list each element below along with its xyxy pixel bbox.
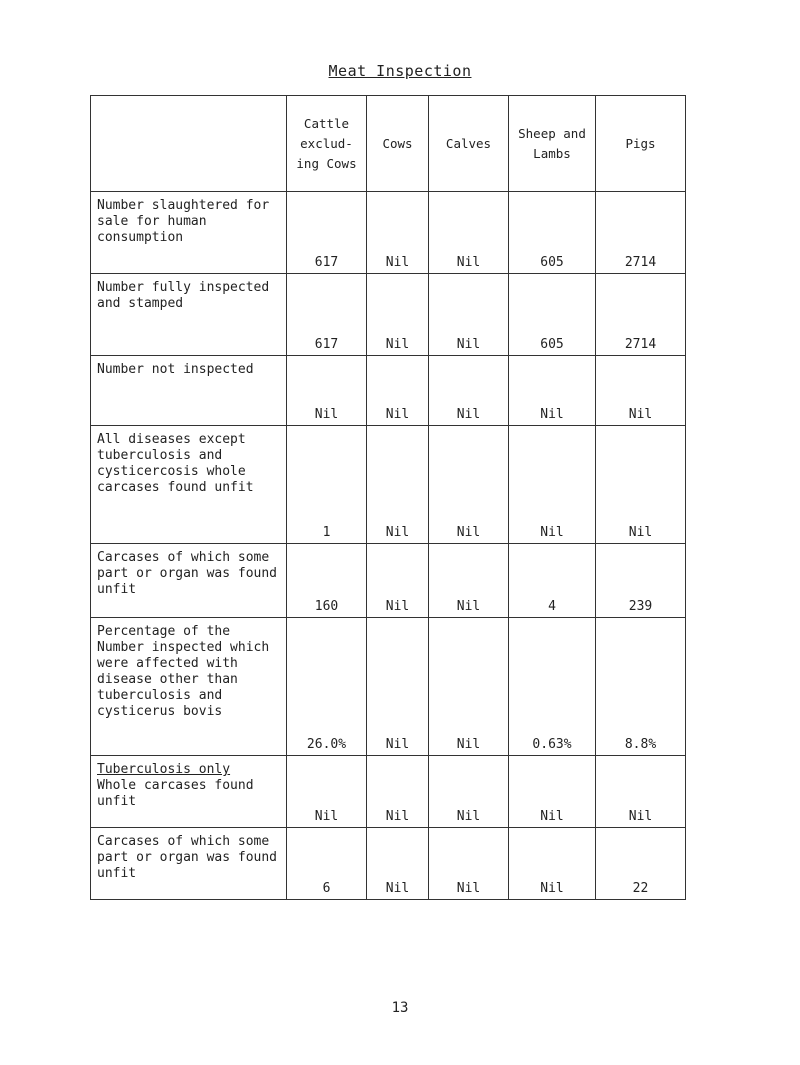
cell-value: Nil <box>429 274 509 356</box>
header-cattle: Cattle exclud- ing Cows <box>287 96 367 192</box>
table-row <box>91 756 686 828</box>
cell-value: Nil <box>596 426 686 544</box>
row-label: Number not inspected <box>91 356 287 426</box>
cell-value: 605 <box>509 274 596 356</box>
cell-value: Nil <box>287 356 367 426</box>
table-row <box>91 192 686 274</box>
cell-value: 1 <box>287 426 367 544</box>
row-label <box>91 756 287 828</box>
row-label: Number slaughtered for sale for human consumption <box>91 192 287 274</box>
cell-value: Nil <box>367 828 429 900</box>
row-label-heading: Tuberculosis only <box>97 762 231 777</box>
row-label: All diseases except tuberculosis and cysticercosis whole carcases found unfit <box>91 426 287 544</box>
cell-value: 0.63% <box>509 618 596 756</box>
table-row <box>91 544 686 618</box>
row-label: Carcases of which some part or organ was found unfit <box>91 828 287 900</box>
header-cows: Cows <box>367 96 429 192</box>
cell-value: 605 <box>509 192 596 274</box>
cell-value: Nil <box>367 192 429 274</box>
table-row <box>91 426 686 544</box>
cell-value: Nil <box>429 756 509 828</box>
cell-value: Nil <box>367 618 429 756</box>
cell-value: Nil <box>367 544 429 618</box>
cell-value: 26.0% <box>287 618 367 756</box>
meat-inspection-table <box>90 95 686 900</box>
cell-value: Nil <box>429 356 509 426</box>
cell-value: Nil <box>367 356 429 426</box>
header-sheep: Sheep and Lambs <box>509 96 596 192</box>
cell-value: Nil <box>596 756 686 828</box>
cell-value: Nil <box>429 192 509 274</box>
cell-value: 239 <box>596 544 686 618</box>
page-number: 13 <box>391 1000 409 1016</box>
cell-value: Nil <box>509 356 596 426</box>
cell-value: 8.8% <box>596 618 686 756</box>
cell-value: Nil <box>429 828 509 900</box>
cell-value: Nil <box>429 618 509 756</box>
cell-value: Nil <box>429 544 509 618</box>
row-label-text: Whole carcases found unfit <box>97 778 254 809</box>
header-blank <box>91 96 287 192</box>
page-title: Meat Inspection <box>328 62 472 80</box>
cell-value: Nil <box>429 426 509 544</box>
cell-value: 617 <box>287 274 367 356</box>
cell-value: Nil <box>509 426 596 544</box>
cell-value: 4 <box>509 544 596 618</box>
cell-value: 160 <box>287 544 367 618</box>
header-pigs: Pigs <box>596 96 686 192</box>
header-row <box>91 96 686 192</box>
cell-value: Nil <box>509 828 596 900</box>
cell-value: 6 <box>287 828 367 900</box>
cell-value: 2714 <box>596 274 686 356</box>
cell-value: 22 <box>596 828 686 900</box>
cell-value: Nil <box>509 756 596 828</box>
row-label: Number fully inspected and stamped <box>91 274 287 356</box>
cell-value: 617 <box>287 192 367 274</box>
header-calves: Calves <box>429 96 509 192</box>
row-label: Carcases of which some part or organ was found unfit <box>91 544 287 618</box>
cell-value: Nil <box>367 756 429 828</box>
table-row <box>91 356 686 426</box>
cell-value: 2714 <box>596 192 686 274</box>
cell-value: Nil <box>596 356 686 426</box>
cell-value: Nil <box>367 274 429 356</box>
table-row <box>91 274 686 356</box>
cell-value: Nil <box>287 756 367 828</box>
table-row <box>91 618 686 756</box>
table-row <box>91 828 686 900</box>
row-label: Percentage of the Number inspected which were affected with disease other than tuberculosis and cysticerus bovis <box>91 618 287 756</box>
cell-value: Nil <box>367 426 429 544</box>
